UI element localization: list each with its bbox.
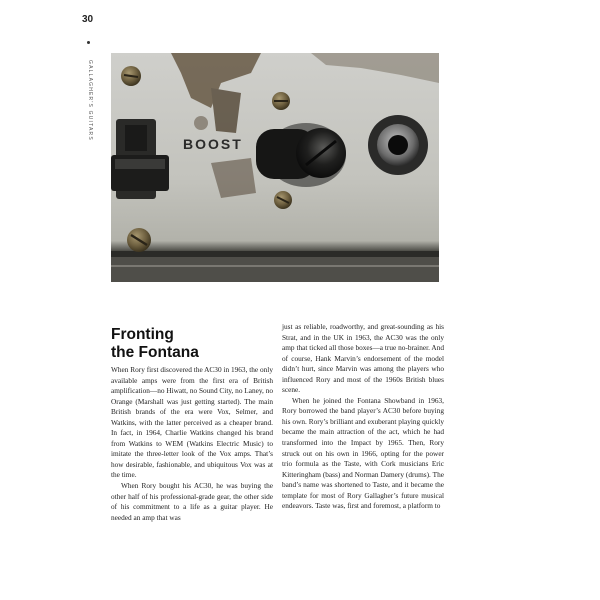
panel-edge: [111, 251, 439, 257]
column-right: [282, 322, 444, 512]
paragraph: When he joined the Fontana Showband in 1963, Rory borrowed the band player’s AC30 before buying his own. Rory’s brilliant and exuberant playing quickly became the main attraction of the act, which he had transformed into the Impact by 1965. Then, Rory struck out on his own in 1966, opting for the power trio formula as the Taste, with Cork musicians Eric Kitteringham (bass) and Norman Damery (drums). The band’s name was shortened to Taste, and it became the template for most of Rory Gallagher’s future musical endeavors. Taste was, first and foremost, a platform to: [282, 395, 444, 511]
running-head: GALLAGHER'S GUITARS: [87, 60, 93, 141]
screw-bottom-left-icon: [127, 228, 151, 252]
paragraph: When Rory first discovered the AC30 in 1963, the only available amps were from the first era of British amplification—no Hiwatt, no Sound City, no Laney, no Orange (Marshall was just getting started). The main British brands of the era were Vox, Selmer, and Watkins, with the latter perceived as a cheaper brand. In fact, in 1964, Charlie Watkins changed his brand from Watkins to WEM (Watkins Electric Music) to imitate the three-letter look of the Vox amps. That’s how desirable, fashionable, and ubiquitous Vox was at the time.: [111, 365, 273, 480]
paragraph: When Rory bought his AC30, he was buying the other half of his professional-grade gear, the other side of his commitment to a life as a guitar player. He needed an amp that was: [111, 481, 273, 522]
boost-knob-icon: [256, 123, 346, 187]
toggle-switch-icon: [111, 119, 169, 199]
article-heading: [111, 326, 199, 362]
screw-lower-center-icon: [274, 191, 292, 209]
divider-dot: [87, 41, 90, 44]
screw-top-left-icon: [121, 66, 141, 86]
amp-illustration: [111, 53, 439, 282]
panel-base: [111, 257, 439, 282]
amp-photo: [111, 53, 439, 282]
paragraph: just as reliable, roadworthy, and great-sounding as his Strat, and in the UK in 1963, the AC30 was the only amp that ticked all those boxes—a true no-brainer. And of course, Hank Marvin’s endorsement of the model didn’t hurt, since Marvin was among the players who influenced Rory and most of the 1960s British blues scene.: [282, 322, 444, 395]
heading-line-1: Fronting: [111, 326, 174, 343]
boost-label: BOOST: [183, 136, 243, 152]
heading-line-2: the Fontana: [111, 344, 199, 361]
column-left: [111, 365, 273, 523]
page-number: 30: [82, 14, 94, 25]
input-jack-icon: [368, 115, 428, 175]
screw-top-center-icon: [272, 92, 290, 110]
